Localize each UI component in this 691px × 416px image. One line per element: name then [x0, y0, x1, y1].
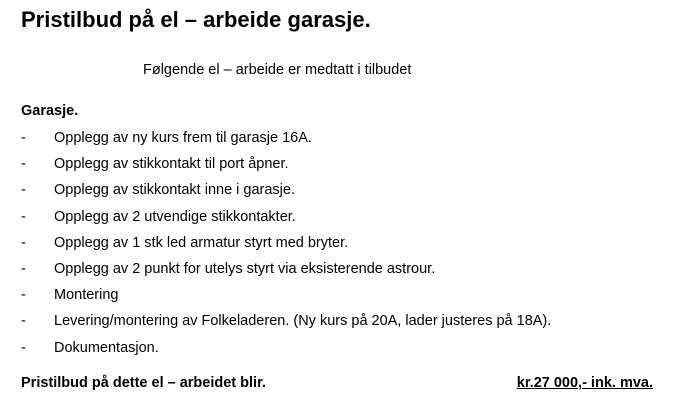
list-item-text: Opplegg av ny kurs frem til garasje 16A.	[54, 130, 312, 146]
section-heading-garasje: Garasje.	[21, 103, 79, 119]
list-item-text: Opplegg av 2 punkt for utelys styrt via eksisterende astrour.	[54, 260, 436, 277]
list-item	[21, 259, 551, 285]
list-item	[21, 311, 551, 337]
list-item	[21, 128, 551, 154]
intro-text: Følgende el – arbeide er medtatt i tilbudet	[143, 62, 412, 78]
list-item-text: Opplegg av 2 utvendige stikkontakter.	[54, 208, 296, 225]
work-items-list	[21, 128, 551, 364]
bullet-dash: -	[21, 313, 26, 330]
bullet-dash: -	[21, 208, 26, 225]
price-summary-label: Pristilbud på dette el – arbeidet blir.	[21, 375, 266, 391]
price-summary-row	[21, 375, 653, 391]
bullet-dash: -	[21, 287, 26, 304]
bullet-dash: -	[21, 234, 26, 251]
document-title: Pristilbud på el – arbeide garasje.	[21, 7, 371, 32]
list-item-text: Opplegg av stikkontakt inne i garasje.	[54, 182, 295, 199]
list-item-text: Opplegg av stikkontakt til port åpner.	[54, 156, 289, 173]
list-item	[21, 285, 551, 311]
list-item-text: Montering	[54, 287, 119, 304]
bullet-dash: -	[21, 182, 26, 199]
price-total: kr.27 000,- ink. mva.	[516, 375, 653, 391]
list-item-text: Dokumentasjon.	[54, 339, 159, 356]
list-item	[21, 207, 551, 233]
list-item-text: Levering/montering av Folkeladeren. (Ny kurs på 20A, lader justeres på 18A).	[54, 313, 552, 330]
bullet-dash: -	[21, 260, 26, 277]
list-item	[21, 180, 551, 206]
list-item-text: Opplegg av 1 stk led armatur styrt med bryter.	[54, 234, 349, 251]
list-item	[21, 154, 551, 180]
list-item	[21, 233, 551, 259]
bullet-dash: -	[21, 156, 26, 173]
bullet-dash: -	[21, 130, 26, 146]
bullet-dash: -	[21, 339, 26, 356]
list-item	[21, 338, 551, 364]
